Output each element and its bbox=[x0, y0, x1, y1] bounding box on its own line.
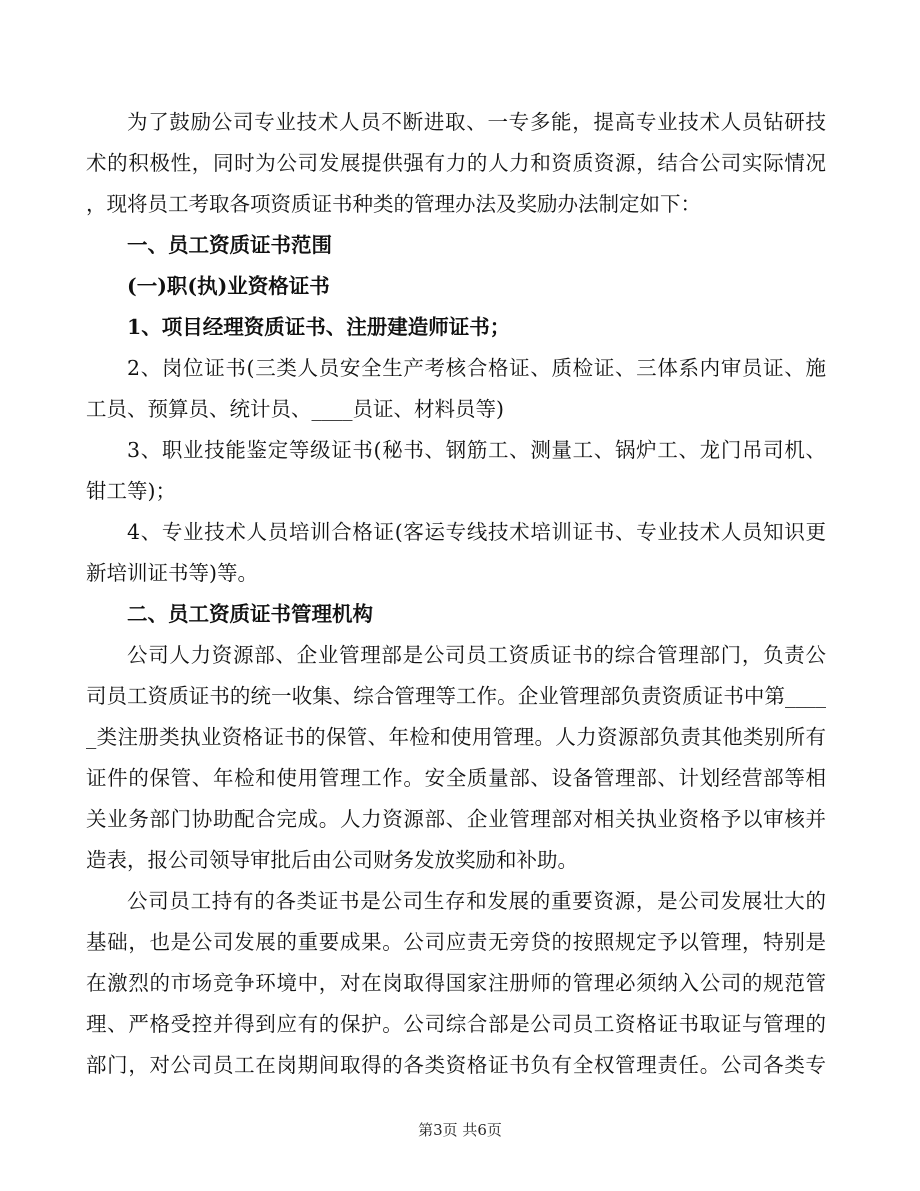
page-footer: 第3页 共6页 bbox=[418, 1121, 502, 1139]
paragraph-line: 司员工资质证书的统一收集、综合管理等工作。企业管理部负责资质证书中第____ bbox=[86, 684, 826, 708]
paragraph-line: ，现将员工考取各项资质证书种类的管理办法及奖励办法制定如下： bbox=[86, 192, 701, 216]
paragraph-line: 3、职业技能鉴定等级证书(秘书、钢筋工、测量工、锅炉工、龙门吊司机、 bbox=[127, 438, 826, 462]
paragraph-line: 术的积极性，同时为公司发展提供强有力的人力和资质资源，结合公司实际情况 bbox=[86, 151, 826, 175]
paragraph-line: 4、专业技术人员培训合格证(客运专线技术培训证书、专业技术人员知识更 bbox=[127, 520, 826, 544]
paragraph-line: 基础，也是公司发展的重要成果。公司应责无旁贷的按照规定予以管理，特别是 bbox=[86, 930, 826, 954]
paragraph-line: 理、严格受控并得到应有的保护。公司综合部是公司员工资格证书取证与管理的 bbox=[86, 1012, 826, 1036]
paragraph-line: _类注册类执业资格证书的保管、年检和使用管理。人力资源部负责其他类别所有 bbox=[86, 725, 826, 749]
paragraph-line: 造表，报公司领导审批后由公司财务发放奖励和补助。 bbox=[86, 848, 578, 872]
paragraph-line: 公司员工持有的各类证书是公司生存和发展的重要资源，是公司发展壮大的 bbox=[127, 889, 826, 913]
section-heading-line: (一)职(执)业资格证书 bbox=[127, 274, 330, 298]
section-heading-line: 1、项目经理资质证书、注册建造师证书； bbox=[127, 315, 511, 339]
paragraph-line: 在激烈的市场竞争环境中，对在岗取得国家注册师的管理必须纳入公司的规范管 bbox=[86, 971, 826, 995]
paragraph-line: 关业务部门协助配合完成。人力资源部、企业管理部对相关执业资格予以审核并 bbox=[86, 807, 826, 831]
paragraph-line: 公司人力资源部、企业管理部是公司员工资质证书的综合管理部门，负责公 bbox=[127, 643, 826, 667]
paragraph-line: 证件的保管、年检和使用管理工作。安全质量部、设备管理部、计划经营部等相 bbox=[86, 766, 826, 790]
paragraph-line: 2、岗位证书(三类人员安全生产考核合格证、质检证、三体系内审员证、施 bbox=[127, 356, 826, 380]
paragraph-line: 钳工等)； bbox=[86, 479, 176, 503]
document-body bbox=[86, 102, 826, 1086]
paragraph-line: 部门，对公司员工在岗期间取得的各类资格证书负有全权管理责任。公司各类专 bbox=[86, 1053, 826, 1077]
section-heading-line: 二、员工资质证书管理机构 bbox=[127, 602, 373, 626]
paragraph-line: 新培训证书等)等。 bbox=[86, 561, 258, 585]
paragraph-line: 工员、预算员、统计员、____员证、材料员等) bbox=[86, 397, 504, 421]
paragraph-line: 为了鼓励公司专业技术人员不断进取、一专多能，提高专业技术人员钻研技 bbox=[127, 110, 826, 134]
section-heading-line: 一、员工资质证书范围 bbox=[127, 233, 332, 257]
